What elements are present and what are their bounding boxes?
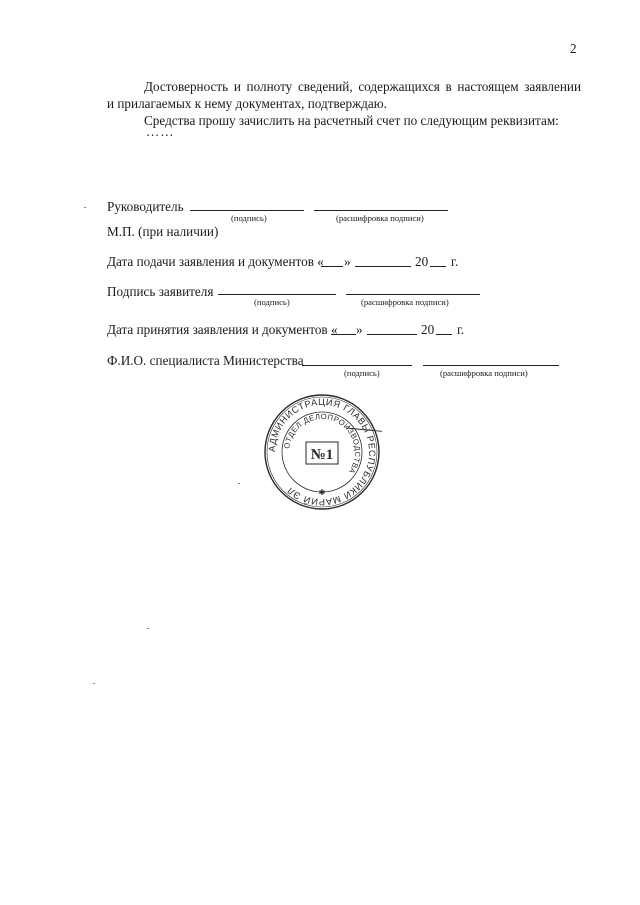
- stamp-star-icon: ✱: [318, 488, 326, 497]
- specialist-signature-caption: (подпись): [344, 368, 380, 378]
- funds-request: Средства прошу зачислить на расчетный счет по следующим реквизитам:: [144, 113, 559, 128]
- specialist-label: Ф.И.О. специалиста Министерства: [107, 353, 304, 368]
- stamp-outer-text: АДМИНИСТРАЦИЯ ГЛАВЫ РЕСПУБЛИКИ МАРИЙ ЭЛ: [266, 396, 378, 508]
- submission-date-close: »: [344, 254, 351, 269]
- scan-speck: [93, 683, 95, 684]
- head-signature-line[interactable]: [190, 210, 304, 211]
- acceptance-month-field[interactable]: [367, 334, 417, 335]
- submission-year-field[interactable]: [430, 266, 446, 267]
- submission-year-prefix: 20: [415, 254, 429, 269]
- applicant-decoding-line[interactable]: [346, 294, 480, 295]
- applicant-label: Подпись заявителя: [107, 284, 214, 299]
- submission-day-field[interactable]: [321, 266, 343, 267]
- official-stamp: [262, 392, 382, 512]
- confirmation-line-1: Достоверность и полноту сведений, содержащихся в настоящем заявлении: [144, 79, 581, 94]
- requisites-placeholder: ……: [146, 124, 175, 139]
- submission-month-field[interactable]: [355, 266, 411, 267]
- acceptance-year-prefix: 20: [421, 322, 435, 337]
- specialist-decoding-line[interactable]: [423, 365, 559, 366]
- head-signature-caption: (подпись): [231, 213, 267, 223]
- acceptance-date-label: Дата принятия заявления и документов «: [107, 322, 338, 337]
- specialist-signature-line[interactable]: [302, 365, 412, 366]
- acceptance-year-suffix: г.: [457, 322, 465, 337]
- stamp-lettering: [262, 392, 263, 393]
- scan-speck: [238, 483, 240, 484]
- acceptance-year-field[interactable]: [436, 334, 452, 335]
- scan-speck: [84, 207, 86, 208]
- specialist-decoding-caption: (расшифровка подписи): [440, 368, 528, 378]
- applicant-decoding-caption: (расшифровка подписи): [361, 297, 449, 307]
- seal-label: М.П. (при наличии): [107, 224, 219, 239]
- head-label: Руководитель: [107, 199, 184, 214]
- stamp-inner-text: ОТДЕЛ ДЕЛОПРОИЗВОДСТВА: [282, 411, 363, 476]
- stamp-number: №1: [310, 447, 334, 463]
- stamp-graphic: [262, 392, 382, 512]
- scan-speck: [147, 628, 149, 629]
- head-decoding-caption: (расшифровка подписи): [336, 213, 424, 223]
- head-decoding-line[interactable]: [314, 210, 448, 211]
- submission-date-label: Дата подачи заявления и документов «: [107, 254, 324, 269]
- acceptance-date-close: »: [356, 322, 363, 337]
- applicant-signature-caption: (подпись): [254, 297, 290, 307]
- page-number: 2: [570, 41, 577, 56]
- confirmation-line-2: и прилагаемых к нему документах, подтверждаю.: [107, 96, 387, 111]
- stamp-outer-lettering: [262, 392, 263, 393]
- submission-year-suffix: г.: [451, 254, 459, 269]
- applicant-signature-line[interactable]: [218, 294, 336, 295]
- acceptance-day-field[interactable]: [331, 334, 356, 335]
